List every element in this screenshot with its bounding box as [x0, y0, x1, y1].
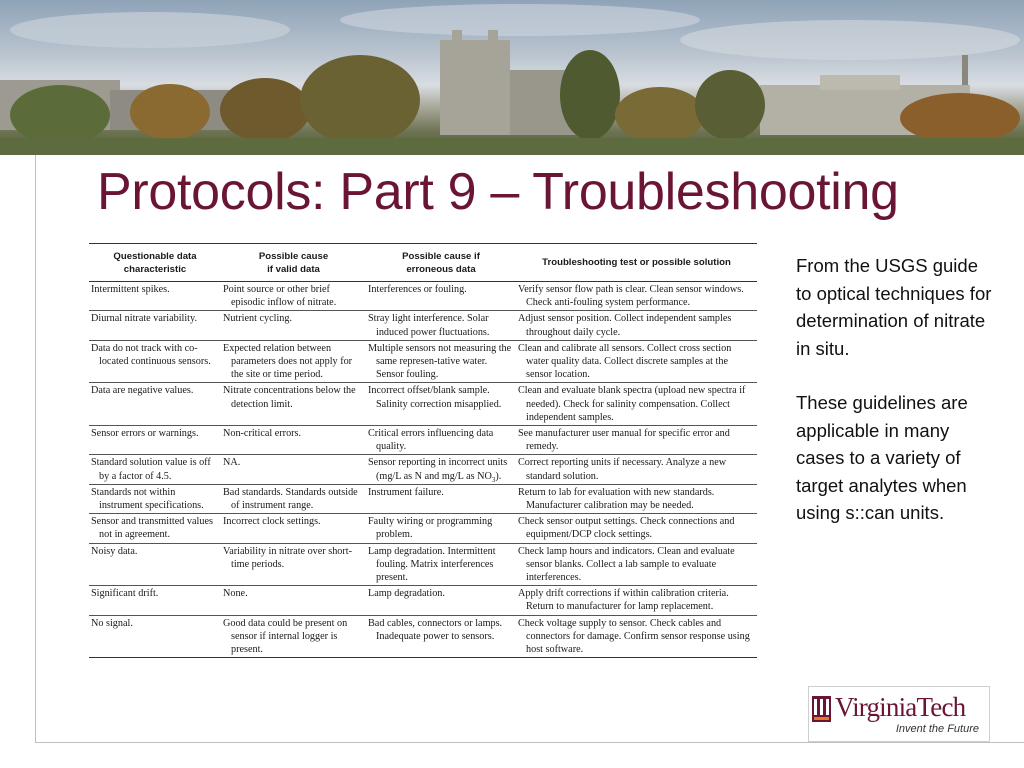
table-cell-text: Non-critical errors.	[223, 428, 302, 440]
column-header-line: Questionable data	[113, 250, 197, 262]
table-cell	[516, 282, 757, 311]
table-cell-text: Bad cables, connectors or lamps. Inadequate power to sensors.	[368, 617, 503, 642]
table-cell-text: Verify sensor flow path is clear. Clean sensor windows. Check anti-fouling system performance.	[518, 284, 744, 309]
column-header-line: Troubleshooting test or possible solution	[542, 257, 731, 268]
table-cell-text: Incorrect clock settings.	[223, 516, 321, 528]
table-cell-text: Check lamp hours and indicators. Clean and evaluate sensor blanks. Collect a lab sample to evaluate interferences.	[518, 545, 735, 584]
table-cell-text: No signal.	[91, 617, 133, 629]
table-cell	[221, 340, 366, 383]
applicability-note: These guidelines are applicable in many cases to a variety of target analytes when using s::can units.	[796, 392, 968, 523]
table-cell-text: Sensor reporting in incorrect units (mg/L as N and mg/L as $NO_3$).	[368, 457, 508, 484]
table-cell	[89, 514, 221, 543]
table-cell-text: NA.	[223, 457, 241, 469]
table-cell	[366, 383, 516, 426]
side-notes	[796, 252, 996, 554]
table-cell-text: Interferences or fouling.	[368, 284, 467, 295]
table-row	[89, 514, 757, 543]
table-cell	[516, 340, 757, 383]
table-cell	[366, 484, 516, 513]
table-cell	[516, 383, 757, 426]
table-row	[89, 282, 757, 311]
table-cell	[366, 514, 516, 543]
table-cell	[89, 282, 221, 311]
table-row	[89, 426, 757, 455]
table-cell-text: Check voltage supply to sensor. Check cables and connectors for damage. Confirm sensor response using host software.	[518, 617, 750, 656]
virginia-tech-logo	[808, 686, 990, 742]
table-cell	[221, 615, 366, 658]
table-cell-text: Expected relation between parameters does not apply for the site or time period.	[223, 342, 353, 381]
table-cell	[89, 311, 221, 340]
table-cell-text: Data are negative values.	[91, 385, 194, 397]
logo-tagline: Invent the Future	[895, 723, 979, 735]
table-cell	[89, 615, 221, 658]
table-cell-text: Lamp degradation.	[368, 588, 445, 600]
table-cell-text: Noisy data.	[91, 545, 138, 557]
campus-photo-banner	[0, 0, 1024, 155]
table-cell-text: Standard solution value is off by a factor of 4.5.	[91, 457, 211, 482]
table-cell	[516, 484, 757, 513]
table-header	[89, 244, 757, 282]
table-cell-text: Variability in nitrate over short-time periods.	[223, 545, 353, 570]
table-row	[89, 311, 757, 340]
table-cell	[89, 383, 221, 426]
table-row	[89, 586, 757, 615]
table-row	[89, 543, 757, 586]
table-cell	[89, 543, 221, 586]
table-cell-text: None.	[223, 588, 248, 600]
column-header-line: characteristic	[123, 263, 187, 275]
column-header-line: erroneous data	[406, 263, 476, 275]
table-cell	[516, 586, 757, 615]
table-cell-text: Multiple sensors not measuring the same represen-tative water. Sensor fouling.	[368, 342, 512, 381]
table-cell	[516, 426, 757, 455]
column-header	[516, 244, 757, 282]
campus-scene-illustration	[0, 0, 1024, 155]
table-cell	[516, 543, 757, 586]
table-cell-text: Adjust sensor position. Collect independent samples throughout daily cycle.	[518, 313, 732, 338]
table-cell-text: Significant drift.	[91, 588, 159, 600]
table-cell	[89, 340, 221, 383]
table-cell	[89, 586, 221, 615]
source-note: From the USGS guide to optical techniques for determination of nitrate in situ.	[796, 255, 992, 359]
table-cell-text: Nitrate concentrations below the detection limit.	[223, 385, 356, 410]
table-cell	[221, 426, 366, 455]
troubleshooting-table	[89, 243, 757, 658]
table-cell	[221, 455, 366, 484]
column-header-line: Possible cause if	[402, 250, 480, 262]
table-cell-text: Diurnal nitrate variability.	[91, 313, 197, 325]
table-cell-text: Apply drift corrections if within calibration criteria. Return to manufacturer for lamp replacement.	[518, 588, 729, 613]
table-cell-text: Faulty wiring or programming problem.	[368, 516, 493, 541]
column-header	[221, 244, 366, 282]
column-header	[366, 244, 516, 282]
table-cell	[366, 543, 516, 586]
slide-frame-left	[35, 155, 36, 743]
table-cell	[516, 311, 757, 340]
table-row	[89, 484, 757, 513]
header-row	[89, 244, 757, 282]
slide-title: Protocols: Part 9 – Troubleshooting	[97, 163, 899, 221]
hokie-stone-icon	[812, 696, 831, 722]
table-cell	[221, 383, 366, 426]
table-cell	[221, 543, 366, 586]
table-cell	[89, 484, 221, 513]
table-row	[89, 615, 757, 658]
table-cell	[366, 426, 516, 455]
table-cell-text: Instrument failure.	[368, 486, 444, 498]
table-cell-text: Stray light interference. Solar induced power fluctuations.	[368, 313, 490, 338]
logo-wordmark: VirginiaTech	[835, 692, 966, 722]
table-cell-text: Return to lab for evaluation with new standards. Manufacturer calibration may be needed.	[518, 486, 715, 512]
table-cell-text: Check sensor output settings. Check connections and equipment/DCP clock settings.	[518, 516, 735, 541]
table-body	[89, 282, 757, 658]
table-cell	[516, 514, 757, 543]
table-cell-text: Clean and evaluate blank spectra (upload new spectra if needed). Check for salinity compensation. Collect independent samples.	[518, 385, 746, 423]
table-cell-text: Nutrient cycling.	[223, 313, 293, 325]
table-cell	[221, 514, 366, 543]
table-row	[89, 340, 757, 383]
table-cell	[366, 615, 516, 658]
table-cell-text: Data do not track with co-located continuous sensors.	[91, 342, 211, 368]
table-cell-text: Clean and calibrate all sensors. Collect cross section water quality data. Collect discrete samples at the sensor location.	[518, 342, 732, 381]
table-cell	[366, 340, 516, 383]
table-cell-text: Bad standards. Standards outside of instrument range.	[223, 486, 358, 512]
table-cell	[221, 484, 366, 513]
table-cell	[516, 615, 757, 658]
slide-frame-bottom	[35, 742, 1024, 743]
column-header-line: if valid data	[267, 263, 320, 275]
table-cell	[221, 282, 366, 311]
table-cell-text: Intermittent spikes.	[91, 284, 170, 295]
table-cell-text: Sensor errors or warnings.	[91, 428, 199, 440]
table-cell-text: Lamp degradation. Intermittent fouling. Matrix interferences present.	[368, 545, 496, 584]
table-cell-text: See manufacturer user manual for specific error and remedy.	[518, 428, 730, 453]
table-row	[89, 455, 757, 484]
column-header-line: Possible cause	[258, 250, 329, 262]
table-cell-text: Critical errors influencing data quality.	[368, 428, 494, 453]
table-cell	[89, 426, 221, 455]
table-cell	[366, 311, 516, 340]
table-cell-text: Incorrect offset/blank sample. Salinity correction misapplied.	[368, 385, 502, 410]
table-cell-text: Standards not within instrument specifications.	[91, 486, 204, 512]
table-cell-text: Correct reporting units if necessary. Analyze a new standard solution.	[518, 457, 727, 482]
table-cell	[366, 455, 516, 484]
table-cell	[221, 586, 366, 615]
table-row	[89, 383, 757, 426]
table-cell	[221, 311, 366, 340]
table-cell	[366, 282, 516, 311]
troubleshooting-table-container	[89, 243, 757, 658]
table-cell-text: Point source or other brief episodic inflow of nitrate.	[223, 284, 337, 309]
table-cell	[89, 455, 221, 484]
table-cell-text: Good data could be present on sensor if internal logger is present.	[223, 617, 348, 656]
table-cell	[366, 586, 516, 615]
table-cell-text: Sensor and transmitted values not in agreement.	[91, 516, 213, 541]
table-cell	[516, 455, 757, 484]
column-header	[89, 244, 221, 282]
